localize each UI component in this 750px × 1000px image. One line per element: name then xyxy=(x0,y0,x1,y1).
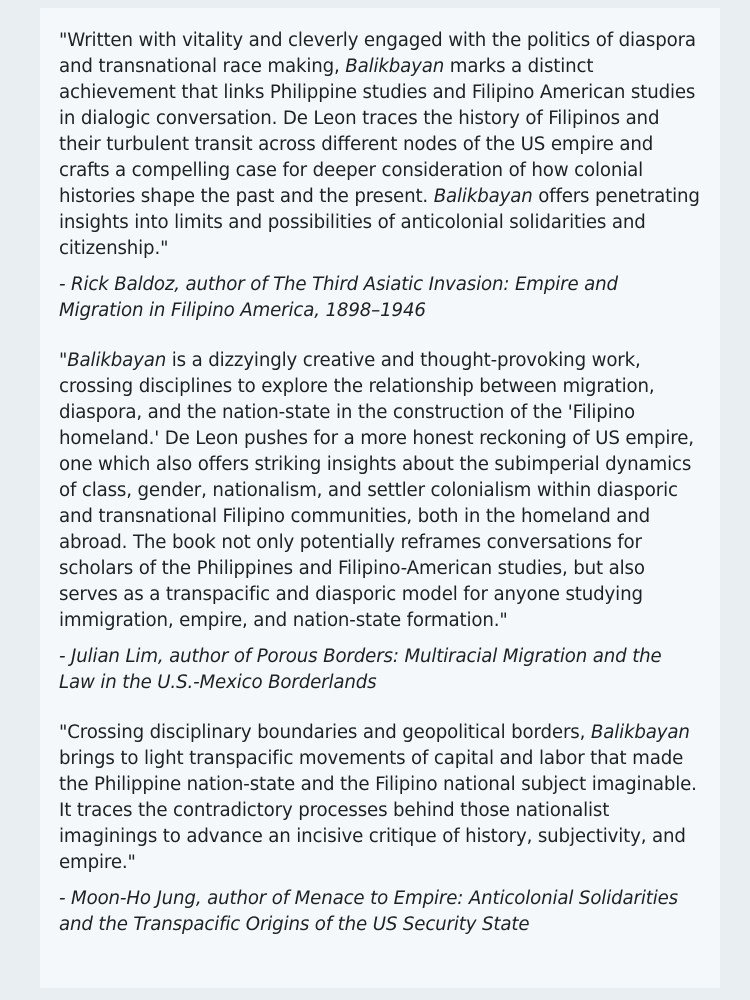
quote-text: "Written with vitality and cleverly engaged with the politics of diaspora and transnational race making, xyxy=(59,30,696,77)
book-title: Balikbayan xyxy=(590,722,690,743)
quote-text: brings to light transpacific movements of capital and labor that made the Philippine nation-state and the Filipino national subject imaginable. It traces the contradictory processes behind those nationalist imaginings to advance an incisive critique of history, subjectivity, and empire." xyxy=(59,748,697,873)
quote-text: marks a distinct achievement that links Philippine studies and Filipino American studies in dialogic conversation. De Leon traces the history of Filipinos and their turbulent transit across different nodes of the US empire and crafts a compelling case for deeper consideration of how colonial histories shape the past and the present. xyxy=(59,56,696,207)
book-title: Balikbayan xyxy=(345,56,445,77)
divider-space xyxy=(59,696,702,720)
quote-text: offers penetrating insights into limits and possibilities of anticolonial solidarities and citizenship." xyxy=(59,186,700,259)
divider-space xyxy=(59,324,702,348)
review-quote xyxy=(59,348,702,634)
review-quote xyxy=(59,720,702,876)
review-attribution: - Rick Baldoz, author of The Third Asiatic Invasion: Empire and Migration in Filipino America, 1898–1946 xyxy=(59,274,618,321)
quote-text: " xyxy=(59,350,68,371)
book-title: Balikbayan xyxy=(67,350,167,371)
review-attribution: - Julian Lim, author of Porous Borders: Multiracial Migration and the Law in the U.S.-Mexico Borderlands xyxy=(59,646,662,693)
quote-text: is a dizzyingly creative and thought-provoking work, crossing disciplines to explore the relationship between migration, diaspora, and the nation-state in the construction of the 'Filipino homeland.' De Leon pushes for a more honest reckoning of US empire, one which also offers striking insights about the subimperial dynamics of class, gender, nationalism, and settler colonialism within diasporic and transnational Filipino communities, both in the homeland and abroad. The book not only potentially reframes conversations for scholars of the Philippines and Filipino-American studies, but also serves as a transpacific and diasporic model for anyone studying immigration, empire, and nation-state formation." xyxy=(59,350,694,631)
review-quote xyxy=(59,28,702,262)
reviews-card xyxy=(40,8,720,988)
quote-text: "Crossing disciplinary boundaries and geopolitical borders, xyxy=(59,722,591,743)
review-attribution: - Moon-Ho Jung, author of Menace to Empire: Anticolonial Solidarities and the Transpacific Origins of the US Security State xyxy=(59,888,678,935)
book-title: Balikbayan xyxy=(433,186,533,207)
